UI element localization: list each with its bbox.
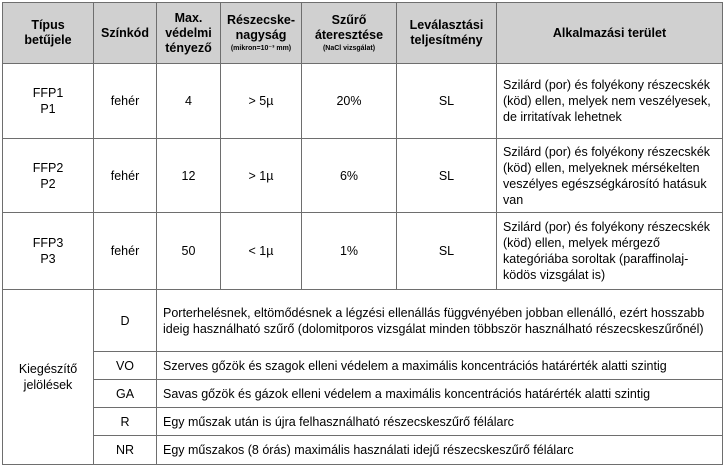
extra-description-cell: Szerves gőzök és szagok elleni védelem a maximális koncentrációs határérték alatti szintig [157,352,723,380]
color-cell: fehér [94,64,157,139]
size-cell: > 5µ [221,64,302,139]
header-separation-performance: Leválasztási teljesítmény [397,3,497,64]
extra-code-cell: VO [94,352,157,380]
type-code-cell: FFP1 P1 [3,64,94,139]
extra-row [3,408,723,436]
extra-row [3,352,723,380]
table-row [3,139,723,213]
table-row [3,64,723,139]
extra-code-cell: NR [94,436,157,465]
color-cell: fehér [94,213,157,290]
extra-description-cell: Egy műszakos (8 órás) maximális használati idejű részecskeszűrő félálarc [157,436,723,465]
extra-row [3,290,723,352]
header-particle-size: Részecske- nagyság (mikron=10⁻³ mm) [221,3,302,64]
size-cell: < 1µ [221,213,302,290]
factor-cell: 4 [157,64,221,139]
extra-description-cell: Savas gőzök és gázok elleni védelem a maximális koncentrációs határérték alatti szintig [157,380,723,408]
permeability-cell: 20% [302,64,397,139]
table-row [3,213,723,290]
header-protection-factor: Max. védelmi tényező [157,3,221,64]
permeability-cell: 1% [302,213,397,290]
extra-code-cell: GA [94,380,157,408]
extra-description-cell: Egy műszak után is újra felhasználható részecskeszűrő félálarc [157,408,723,436]
permeability-cell: 6% [302,139,397,213]
extra-row [3,436,723,465]
filter-classification-table [2,2,723,465]
usage-cell: Szilárd (por) és folyékony részecskék (köd) ellen, melyek mérgező kategóriába soroltak (paraffinolaj-ködös vizsgálat is) [497,213,723,290]
size-cell: > 1µ [221,139,302,213]
header-row [3,3,723,64]
factor-cell: 50 [157,213,221,290]
performance-cell: SL [397,64,497,139]
type-code-cell: FFP2 P2 [3,139,94,213]
factor-cell: 12 [157,139,221,213]
extra-row [3,380,723,408]
performance-cell: SL [397,139,497,213]
usage-cell: Szilárd (por) és folyékony részecskék (köd) ellen, melyeknek mérsékelten veszélyes egészségkárosító hatásuk van [497,139,723,213]
extra-markings-label: Kiegészítő jelölések [3,290,94,465]
extra-code-cell: D [94,290,157,352]
type-code-cell: FFP3 P3 [3,213,94,290]
header-filter-permeability: Szűrő áteresztése (NaCl vizsgálat) [302,3,397,64]
header-application-area: Alkalmazási terület [497,3,723,64]
color-cell: fehér [94,139,157,213]
usage-cell: Szilárd (por) és folyékony részecskék (köd) ellen, melyek nem veszélyesek, de irritatívak lehetnek [497,64,723,139]
extra-code-cell: R [94,408,157,436]
extra-description-cell: Porterhelésnek, eltömődésnek a légzési ellenállás függvényében jobban ellenálló, ezért hosszabb ideig használható szűrő (dolomitporos vizsgálat minden többször használható részecskeszűrőnél) [157,290,723,352]
header-type-code: Típus betűjele [3,3,94,64]
header-color-code: Színkód [94,3,157,64]
performance-cell: SL [397,213,497,290]
